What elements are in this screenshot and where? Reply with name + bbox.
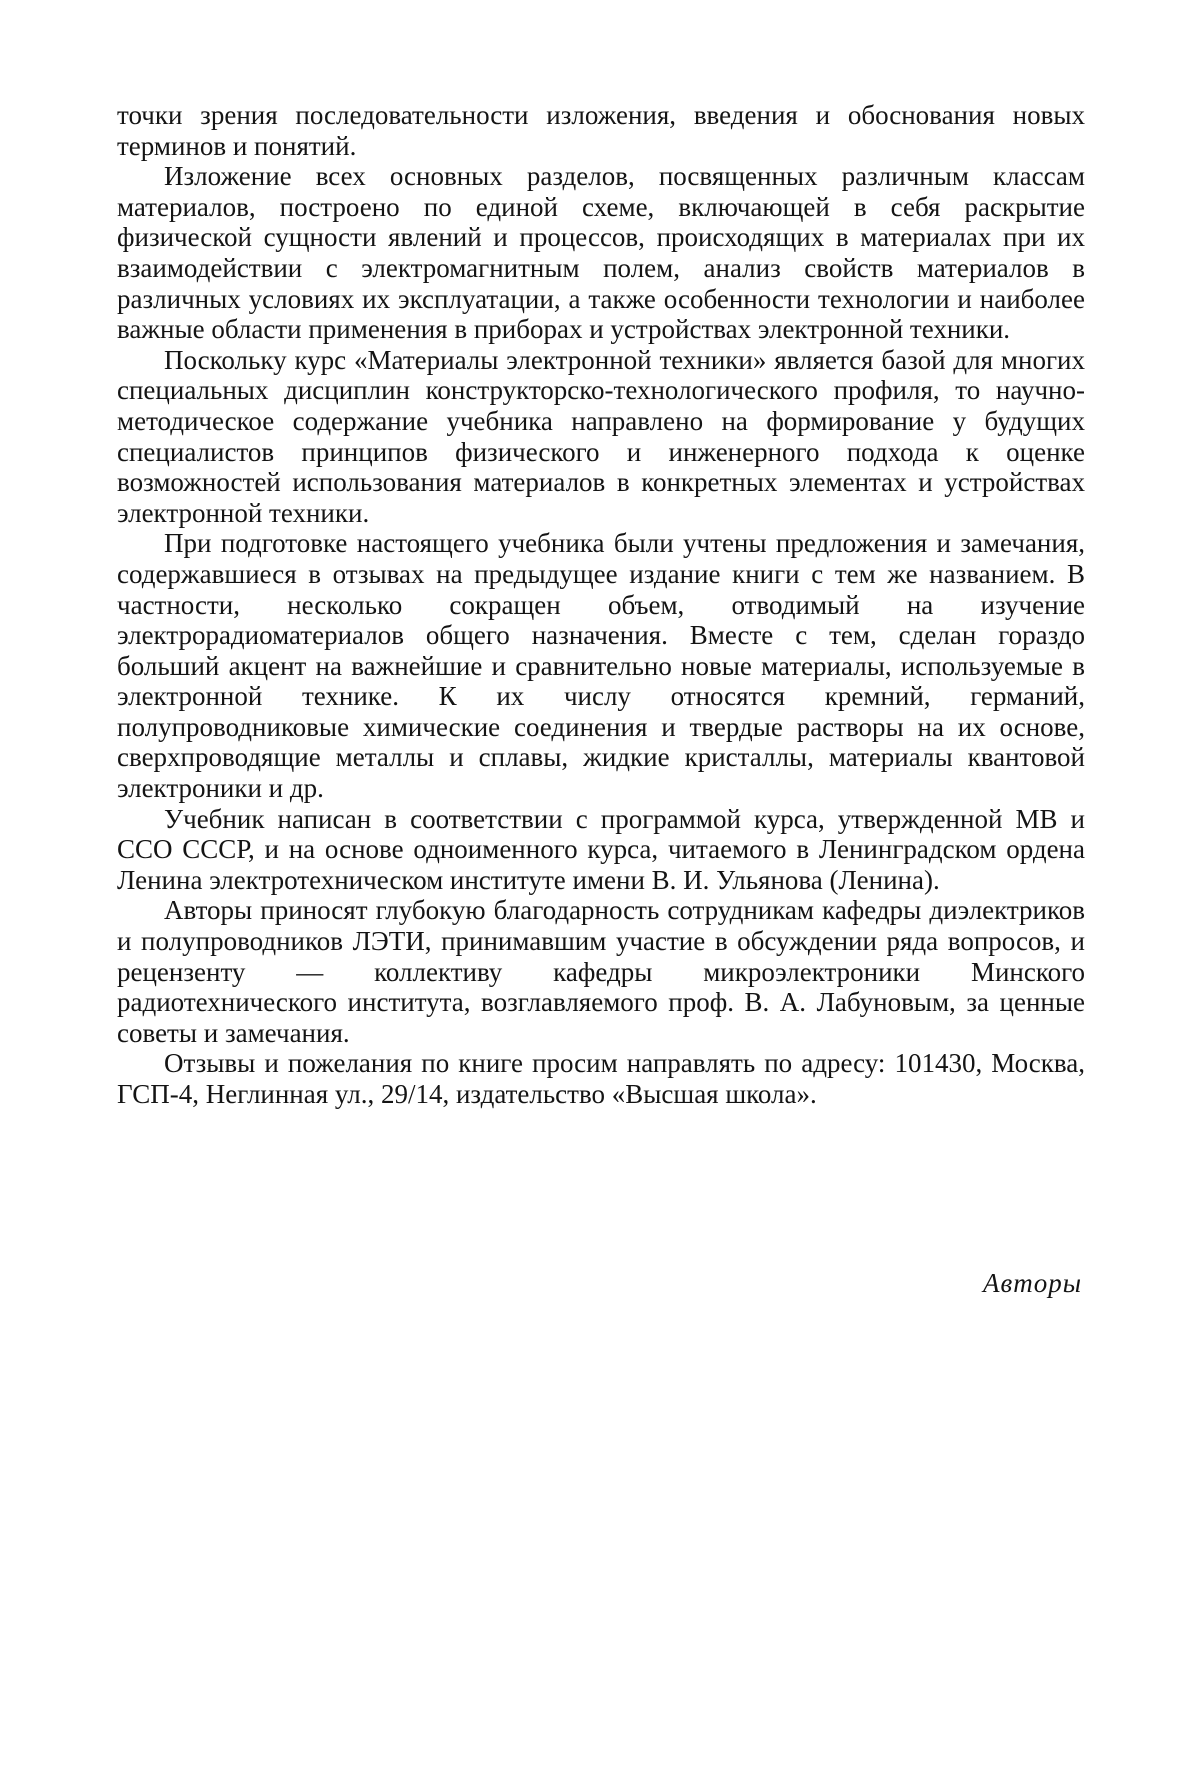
authors-signature: Авторы [983,1268,1082,1298]
paragraph-feedback-address: Отзывы и пожелания по книге просим направлять по адресу: 101430, Москва, ГСП-4, Неглинная ул., 29/14, издательство «Высшая школа». [117,1048,1085,1109]
paragraph-acknowledgements: Авторы приносят глубокую благодарность сотрудникам кафедры диэлектриков и полупроводников ЛЭТИ, принимавшим участие в обсуждении ряда вопросов, и рецензенту — коллективу кафедры микроэлектроники Минского радиотехнического института, возглавляемого проф. В. А. Лабуновым, за ценные советы и замечания. [117,895,1085,1048]
preface-text [117,100,1085,1110]
paragraph-structure: Изложение всех основных разделов, посвященных различным классам материалов, построено по единой схеме, включающей в себя раскрытие физической сущности явлений и процессов, происходящих в материалах при их взаимодействии с электромагнитным полем, анализ свойств материалов в различных условиях их эксплуатации, а также особенности технологии и наиболее важные области применения в приборах и устройствах электронной техники. [117,161,1085,345]
paragraph-continuation: точки зрения последовательности изложения, введения и обоснования новых терминов и понятий. [117,100,1085,161]
paragraph-program: Учебник написан в соответствии с программой курса, утвержденной МВ и ССО СССР, и на основе одноименного курса, читаемого в Ленинградском ордена Ленина электротехническом институте имени В. И. Ульянова (Ленина). [117,803,1085,895]
paragraph-revisions: При подготовке настоящего учебника были учтены предложения и замечания, содержавшиеся в отзывах на предыдущее издание книги с тем же названием. В частности, несколько сокращен объем, отводимый на изучение электрорадиоматериалов общего назначения. Вместе с тем, сделан гораздо больший акцент на важнейшие и сравнительно новые материалы, используемые в электронной технике. К их числу относятся кремний, германий, полупроводниковые химические соединения и твердые растворы на их основе, сверхпроводящие металлы и сплавы, жидкие кристаллы, материалы квантовой электроники и др. [117,528,1085,804]
paragraph-course: Поскольку курс «Материалы электронной техники» является базой для многих специальных дисциплин конструкторско-технологического профиля, то научно-методическое содержание учебника направлено на формирование у будущих специалистов принципов физического и инженерного подхода к оценке возможностей использования материалов в конкретных элементах и устройствах электронной техники. [117,344,1085,528]
